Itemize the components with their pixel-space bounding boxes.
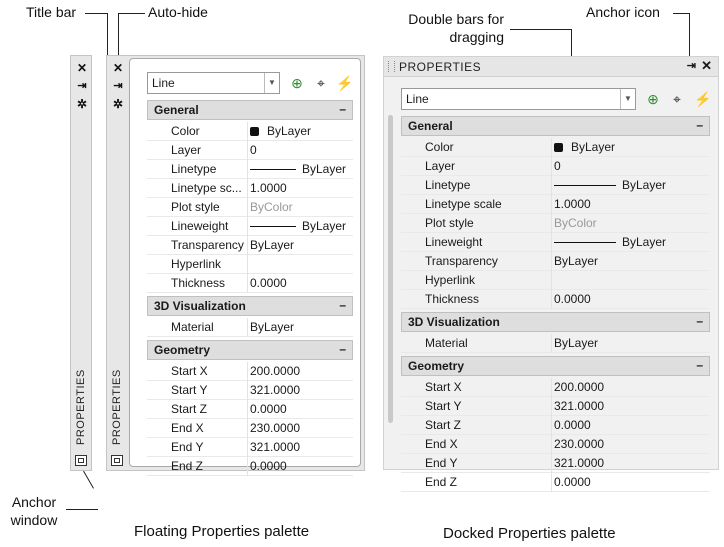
property-value-text: ByLayer bbox=[571, 140, 616, 154]
color-swatch bbox=[250, 127, 259, 136]
linetype-preview bbox=[554, 185, 616, 186]
collapse-icon[interactable]: – bbox=[696, 358, 703, 372]
collapse-icon[interactable]: – bbox=[696, 118, 703, 132]
linetype-preview bbox=[250, 226, 296, 227]
property-key: Material bbox=[171, 320, 214, 334]
object-type-value: Line bbox=[406, 92, 429, 106]
property-key: Start Y bbox=[171, 383, 208, 397]
property-row[interactable] bbox=[401, 435, 710, 454]
property-row[interactable] bbox=[147, 122, 353, 141]
property-value[interactable] bbox=[554, 399, 604, 413]
section-header[interactable] bbox=[401, 312, 710, 332]
linetype-preview bbox=[554, 242, 616, 243]
docked-title: PROPERTIES bbox=[399, 60, 482, 74]
property-key: Thickness bbox=[171, 276, 226, 290]
section-header[interactable] bbox=[147, 100, 353, 120]
property-row[interactable] bbox=[147, 198, 353, 217]
property-row[interactable] bbox=[147, 381, 353, 400]
property-value-text: 0.0000 bbox=[250, 276, 287, 290]
property-value-text: ByLayer bbox=[622, 235, 667, 249]
property-key: Thickness bbox=[425, 292, 480, 306]
section-header[interactable] bbox=[147, 340, 353, 360]
section-header[interactable] bbox=[401, 356, 710, 376]
auto-hide-icon[interactable]: ⇥ bbox=[113, 80, 123, 92]
property-value[interactable] bbox=[250, 143, 257, 157]
callout-auto-hide: Auto-hide bbox=[148, 4, 208, 20]
chevron-down-icon[interactable]: ▼ bbox=[264, 73, 279, 93]
property-row[interactable] bbox=[147, 400, 353, 419]
property-value-text: ByLayer bbox=[554, 336, 599, 350]
property-key: End Z bbox=[171, 459, 204, 473]
collapse-icon[interactable]: – bbox=[339, 102, 346, 116]
property-value-text: ByColor bbox=[250, 200, 293, 214]
property-key: Linetype bbox=[425, 178, 471, 192]
property-value-text: ByLayer bbox=[554, 254, 599, 268]
section-title: 3D Visualization bbox=[154, 299, 246, 313]
anchor-icon[interactable]: ⇥ bbox=[686, 60, 696, 72]
property-value-text: 321.0000 bbox=[554, 399, 605, 413]
property-row[interactable] bbox=[401, 214, 710, 233]
property-row[interactable] bbox=[147, 362, 353, 381]
toggle-pickadd-icon[interactable]: ⊕ bbox=[647, 91, 659, 107]
property-value-text: ByLayer bbox=[267, 124, 312, 138]
property-row[interactable] bbox=[401, 416, 710, 435]
property-value-text: ByLayer bbox=[622, 178, 667, 192]
property-value[interactable] bbox=[554, 197, 591, 211]
property-key: Color bbox=[425, 140, 454, 154]
property-key: Start X bbox=[425, 380, 462, 394]
property-value[interactable] bbox=[554, 216, 597, 230]
property-row[interactable] bbox=[147, 179, 353, 198]
property-row[interactable] bbox=[147, 255, 353, 274]
property-key: Start X bbox=[171, 364, 208, 378]
close-icon[interactable]: ✕ bbox=[701, 58, 712, 73]
quick-select-icon[interactable]: ⚡ bbox=[336, 75, 354, 91]
property-row[interactable] bbox=[147, 236, 353, 255]
property-row[interactable] bbox=[401, 334, 710, 353]
property-value-text: 230.0000 bbox=[554, 437, 605, 451]
property-row[interactable] bbox=[401, 233, 710, 252]
property-row[interactable] bbox=[401, 271, 710, 290]
anchor-icon[interactable]: ⇥ bbox=[77, 80, 87, 92]
property-row[interactable] bbox=[147, 457, 353, 476]
property-row[interactable] bbox=[401, 454, 710, 473]
property-row[interactable] bbox=[401, 138, 710, 157]
property-value[interactable] bbox=[554, 292, 591, 306]
property-row[interactable] bbox=[401, 290, 710, 309]
property-row[interactable] bbox=[401, 195, 710, 214]
property-value-text: ByLayer bbox=[250, 320, 295, 334]
close-icon[interactable]: ✕ bbox=[112, 61, 124, 75]
property-value[interactable] bbox=[554, 254, 598, 268]
collapse-icon[interactable]: – bbox=[339, 342, 346, 356]
section-title: 3D Visualization bbox=[408, 315, 500, 329]
property-row[interactable] bbox=[401, 378, 710, 397]
property-key: End Z bbox=[425, 475, 458, 489]
object-type-select[interactable] bbox=[401, 88, 636, 110]
section-title: General bbox=[408, 119, 453, 133]
property-value[interactable] bbox=[554, 418, 591, 432]
property-key: Linetype bbox=[171, 162, 217, 176]
property-value[interactable] bbox=[250, 200, 293, 214]
property-key: Color bbox=[171, 124, 200, 138]
callout-title-bar: Title bar bbox=[26, 4, 77, 20]
property-value[interactable] bbox=[250, 162, 346, 176]
chevron-down-icon[interactable]: ▼ bbox=[620, 89, 635, 109]
property-key: End X bbox=[171, 421, 204, 435]
caption-docked: Docked Properties palette bbox=[443, 525, 616, 542]
linetype-preview bbox=[250, 169, 296, 170]
property-value[interactable] bbox=[554, 336, 598, 350]
property-value[interactable] bbox=[554, 456, 604, 470]
property-value-text: 200.0000 bbox=[250, 364, 301, 378]
property-value[interactable] bbox=[250, 440, 300, 454]
property-value[interactable] bbox=[250, 238, 294, 252]
property-key: Material bbox=[425, 336, 468, 350]
property-key: Hyperlink bbox=[425, 273, 476, 287]
property-key: Linetype sc... bbox=[171, 181, 242, 195]
quick-select-icon[interactable]: ⚡ bbox=[694, 91, 712, 107]
title-bar[interactable] bbox=[384, 57, 718, 77]
property-value-text: 0.0000 bbox=[554, 418, 591, 432]
property-value-text: 1.0000 bbox=[554, 197, 591, 211]
property-value-text: ByLayer bbox=[302, 219, 347, 233]
settings-icon[interactable]: ✲ bbox=[76, 97, 88, 111]
property-value[interactable] bbox=[554, 159, 561, 173]
property-key: End Y bbox=[425, 456, 458, 470]
docked-properties-palette bbox=[383, 56, 719, 489]
property-key: Hyperlink bbox=[171, 257, 222, 271]
property-value-text: 0 bbox=[554, 159, 561, 173]
property-value-text: 0.0000 bbox=[250, 459, 287, 473]
property-value[interactable] bbox=[250, 402, 287, 416]
property-value-text: 0 bbox=[250, 143, 257, 157]
property-value-text: 0.0000 bbox=[554, 292, 591, 306]
section-title: Geometry bbox=[154, 343, 211, 357]
property-row[interactable] bbox=[401, 397, 710, 416]
collapse-icon[interactable]: – bbox=[696, 314, 703, 328]
property-value[interactable] bbox=[554, 475, 591, 489]
property-value-text: 200.0000 bbox=[554, 380, 605, 394]
section-header[interactable] bbox=[147, 296, 353, 316]
property-row[interactable] bbox=[401, 176, 710, 195]
property-key: End Y bbox=[171, 440, 204, 454]
close-icon[interactable]: ✕ bbox=[76, 61, 88, 75]
anchor-window-icon[interactable] bbox=[75, 455, 87, 466]
property-key: Plot style bbox=[425, 216, 474, 230]
property-value[interactable] bbox=[250, 459, 287, 473]
property-key: Transparency bbox=[425, 254, 498, 268]
property-value-text: ByColor bbox=[554, 216, 597, 230]
collapsed-palette-strip[interactable] bbox=[70, 55, 92, 471]
property-row[interactable] bbox=[401, 157, 710, 176]
property-row[interactable] bbox=[147, 318, 353, 337]
title-bar[interactable] bbox=[107, 56, 129, 470]
property-value-text: 0.0000 bbox=[554, 475, 591, 489]
property-row[interactable] bbox=[147, 217, 353, 236]
property-value[interactable] bbox=[250, 364, 300, 378]
property-value-text: ByLayer bbox=[302, 162, 347, 176]
color-swatch bbox=[554, 143, 563, 152]
property-key: Start Z bbox=[171, 402, 208, 416]
property-value[interactable] bbox=[554, 140, 615, 154]
callout-double-bars: Double bars for dragging bbox=[408, 11, 504, 45]
floating-properties-palette bbox=[106, 55, 365, 471]
floating-title: PROPERTIES bbox=[111, 369, 123, 445]
property-key: Lineweight bbox=[425, 235, 483, 249]
property-row[interactable] bbox=[147, 274, 353, 293]
scrollbar[interactable] bbox=[388, 115, 393, 423]
property-key: Transparency bbox=[171, 238, 244, 252]
property-value[interactable] bbox=[250, 124, 311, 138]
property-key: Start Z bbox=[425, 418, 462, 432]
drag-bars[interactable] bbox=[388, 61, 395, 72]
settings-icon[interactable]: ✲ bbox=[112, 97, 124, 111]
caption-floating: Floating Properties palette bbox=[134, 523, 310, 540]
property-value-text: 230.0000 bbox=[250, 421, 301, 435]
collapse-icon[interactable]: – bbox=[339, 298, 346, 312]
property-value-text: 0.0000 bbox=[250, 402, 287, 416]
property-value[interactable] bbox=[250, 219, 346, 233]
property-value[interactable] bbox=[250, 383, 300, 397]
select-objects-icon[interactable]: ⌖ bbox=[317, 75, 325, 91]
property-key: Layer bbox=[171, 143, 202, 157]
section-title: Geometry bbox=[408, 359, 465, 373]
property-row[interactable] bbox=[401, 473, 710, 492]
property-value-text: 321.0000 bbox=[250, 440, 301, 454]
property-value[interactable] bbox=[554, 235, 666, 249]
property-key: Linetype scale bbox=[425, 197, 502, 211]
strip-title: PROPERTIES bbox=[75, 369, 87, 445]
property-row[interactable] bbox=[147, 419, 353, 438]
property-row[interactable] bbox=[147, 141, 353, 160]
property-value[interactable] bbox=[554, 437, 604, 451]
toggle-pickadd-icon[interactable]: ⊕ bbox=[291, 75, 303, 91]
object-type-select[interactable] bbox=[147, 72, 280, 94]
property-value[interactable] bbox=[250, 181, 287, 195]
property-value-text: 321.0000 bbox=[554, 456, 605, 470]
property-value-text: 1.0000 bbox=[250, 181, 287, 195]
properties-panel bbox=[129, 58, 361, 473]
property-row[interactable] bbox=[147, 160, 353, 179]
property-value-text: 321.0000 bbox=[250, 383, 301, 397]
property-value[interactable] bbox=[554, 178, 666, 192]
property-key: End X bbox=[425, 437, 458, 451]
property-value-text: ByLayer bbox=[250, 238, 295, 252]
anchor-window-icon[interactable] bbox=[111, 455, 123, 466]
property-value[interactable] bbox=[250, 276, 287, 290]
property-key: Plot style bbox=[171, 200, 220, 214]
property-value[interactable] bbox=[250, 421, 300, 435]
property-key: Start Y bbox=[425, 399, 462, 413]
property-value[interactable] bbox=[250, 320, 294, 334]
section-header[interactable] bbox=[401, 116, 710, 136]
property-value[interactable] bbox=[554, 380, 604, 394]
property-row[interactable] bbox=[401, 252, 710, 271]
object-type-value: Line bbox=[152, 76, 175, 90]
property-key: Layer bbox=[425, 159, 456, 173]
callout-anchor-window: Anchor window bbox=[10, 494, 58, 528]
property-key: Lineweight bbox=[171, 219, 229, 233]
callout-anchor-icon: Anchor icon bbox=[586, 4, 660, 20]
section-title: General bbox=[154, 103, 199, 117]
select-objects-icon[interactable]: ⌖ bbox=[673, 91, 681, 107]
property-row[interactable] bbox=[147, 438, 353, 457]
